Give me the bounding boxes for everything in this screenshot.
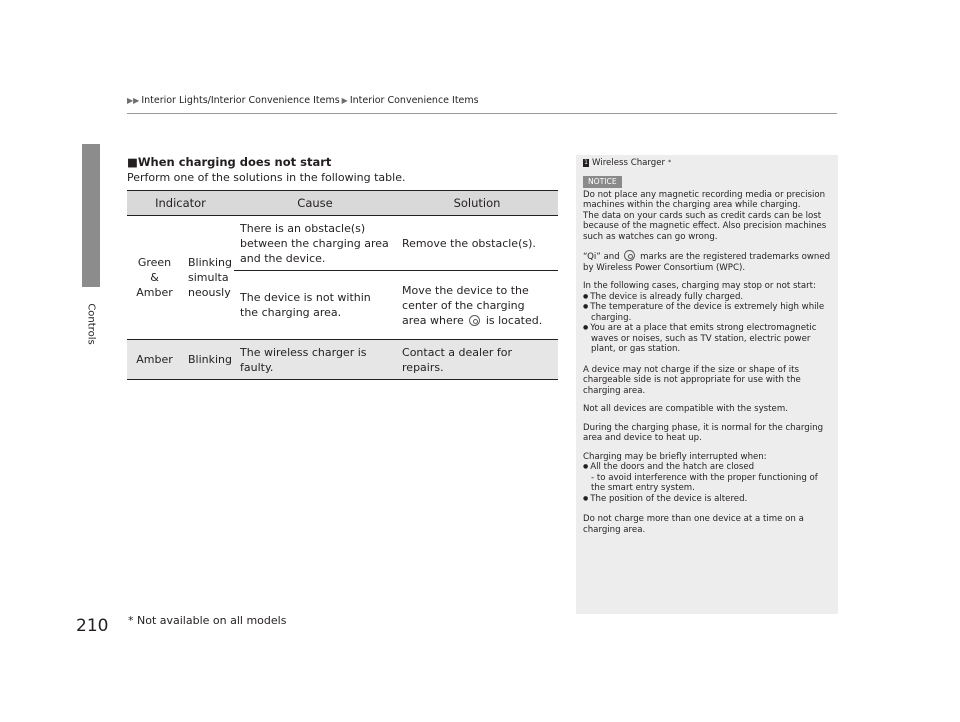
heat-note: During the charging phase, it is normal for the charging area and device to heat up. (583, 422, 824, 443)
indicator-cell-green-amber: Green & Amber (127, 216, 182, 340)
interrupt-intro: Charging may be briefly interrupted when: (583, 451, 767, 462)
stop-intro: In the following cases, charging may stop or not start: (583, 281, 816, 291)
trademark-note: “Qi” and marks are the registered trademarks owned by Wireless Power Consortium (WPC). (583, 252, 831, 273)
solutions-table (127, 190, 558, 380)
cause-cell-faulty: The wireless charger is faulty. (234, 340, 396, 380)
compat-note: Not all devices are compatible with the system. (583, 404, 788, 414)
solution-cell-remove-obstacle: Remove the obstacle(s). (396, 216, 558, 271)
footnote: * Not available on all models (128, 614, 287, 627)
cause-cell-out-of-area: The device is not within the charging area. (234, 271, 396, 340)
table-row (127, 216, 558, 271)
footnote-marker: * (668, 159, 672, 166)
list-item: ● The device is already fully charged. (583, 292, 831, 303)
state-cell-blinking: Blinking (182, 340, 234, 380)
list-item: ● The position of the device is altered. (583, 494, 831, 505)
book-reference-icon: 1 (584, 159, 588, 167)
side-tab-label: Controls (85, 303, 97, 345)
notice-badge: NOTICE (583, 176, 622, 188)
list-subitem: - to avoid interference with the proper functioning of the smart entry system. (591, 472, 818, 493)
solution-cell-contact-dealer: Contact a dealer for repairs. (396, 340, 558, 380)
breadcrumb (127, 95, 479, 106)
interrupt-list (583, 462, 831, 504)
breadcrumb-arrow-icon: ▶ (341, 96, 348, 105)
table-row (127, 340, 558, 380)
section-intro: Perform one of the solutions in the following table. (127, 171, 406, 184)
heading-square-icon: ■ (127, 155, 138, 169)
shape-note: A device may not charge if the size or shape of its chargeable side is not appropriate for use with the charging area. (583, 364, 801, 396)
header-divider (127, 113, 837, 114)
cause-cell-obstacle: There is an obstacle(s) between the charging area and the device. (234, 216, 396, 271)
side-tab-marker (82, 144, 100, 287)
breadcrumb-item-2[interactable]: Interior Convenience Items (349, 95, 479, 106)
sidebar-title: 1 Wireless Charger * (584, 158, 672, 168)
indicator-cell-amber: Amber (127, 340, 182, 380)
list-item: ● You are at a place that emits strong electromagnetic waves or noises, such as TV station, electric power plant, or gas station. (583, 323, 831, 355)
header-cause: Cause (234, 191, 396, 216)
multi-device-note: Do not charge more than one device at a time on a charging area. (583, 514, 804, 535)
section-heading: ■When charging does not start (127, 155, 332, 169)
solution-cell-move-device: Move the device to the center of the charging area where is located. (396, 271, 558, 340)
page-number: 210 (76, 616, 109, 636)
sidebar-notes (576, 155, 838, 614)
breadcrumb-arrow-icon: ▶▶ (127, 96, 140, 105)
list-item: ● The temperature of the device is extremely high while charging. (583, 302, 831, 323)
list-item: ● All the doors and the hatch are closed (583, 462, 831, 473)
table-header-row (127, 191, 558, 216)
header-solution: Solution (396, 191, 558, 216)
notice-text: Do not place any magnetic recording media or precision machines within the charging area while charging. The data on your cards such as credit cards can be lost because of the magnetic effect. Also precision machines such as watches can go wrong. (583, 189, 827, 242)
breadcrumb-item-1[interactable]: Interior Lights/Interior Convenience Items (141, 95, 340, 106)
stop-cases-list (583, 292, 831, 355)
state-cell-blinking-simultaneously: Blinking simulta neously (182, 216, 234, 340)
qi-mark-icon (624, 250, 635, 261)
header-indicator: Indicator (127, 191, 234, 216)
qi-mark-icon (469, 315, 480, 326)
